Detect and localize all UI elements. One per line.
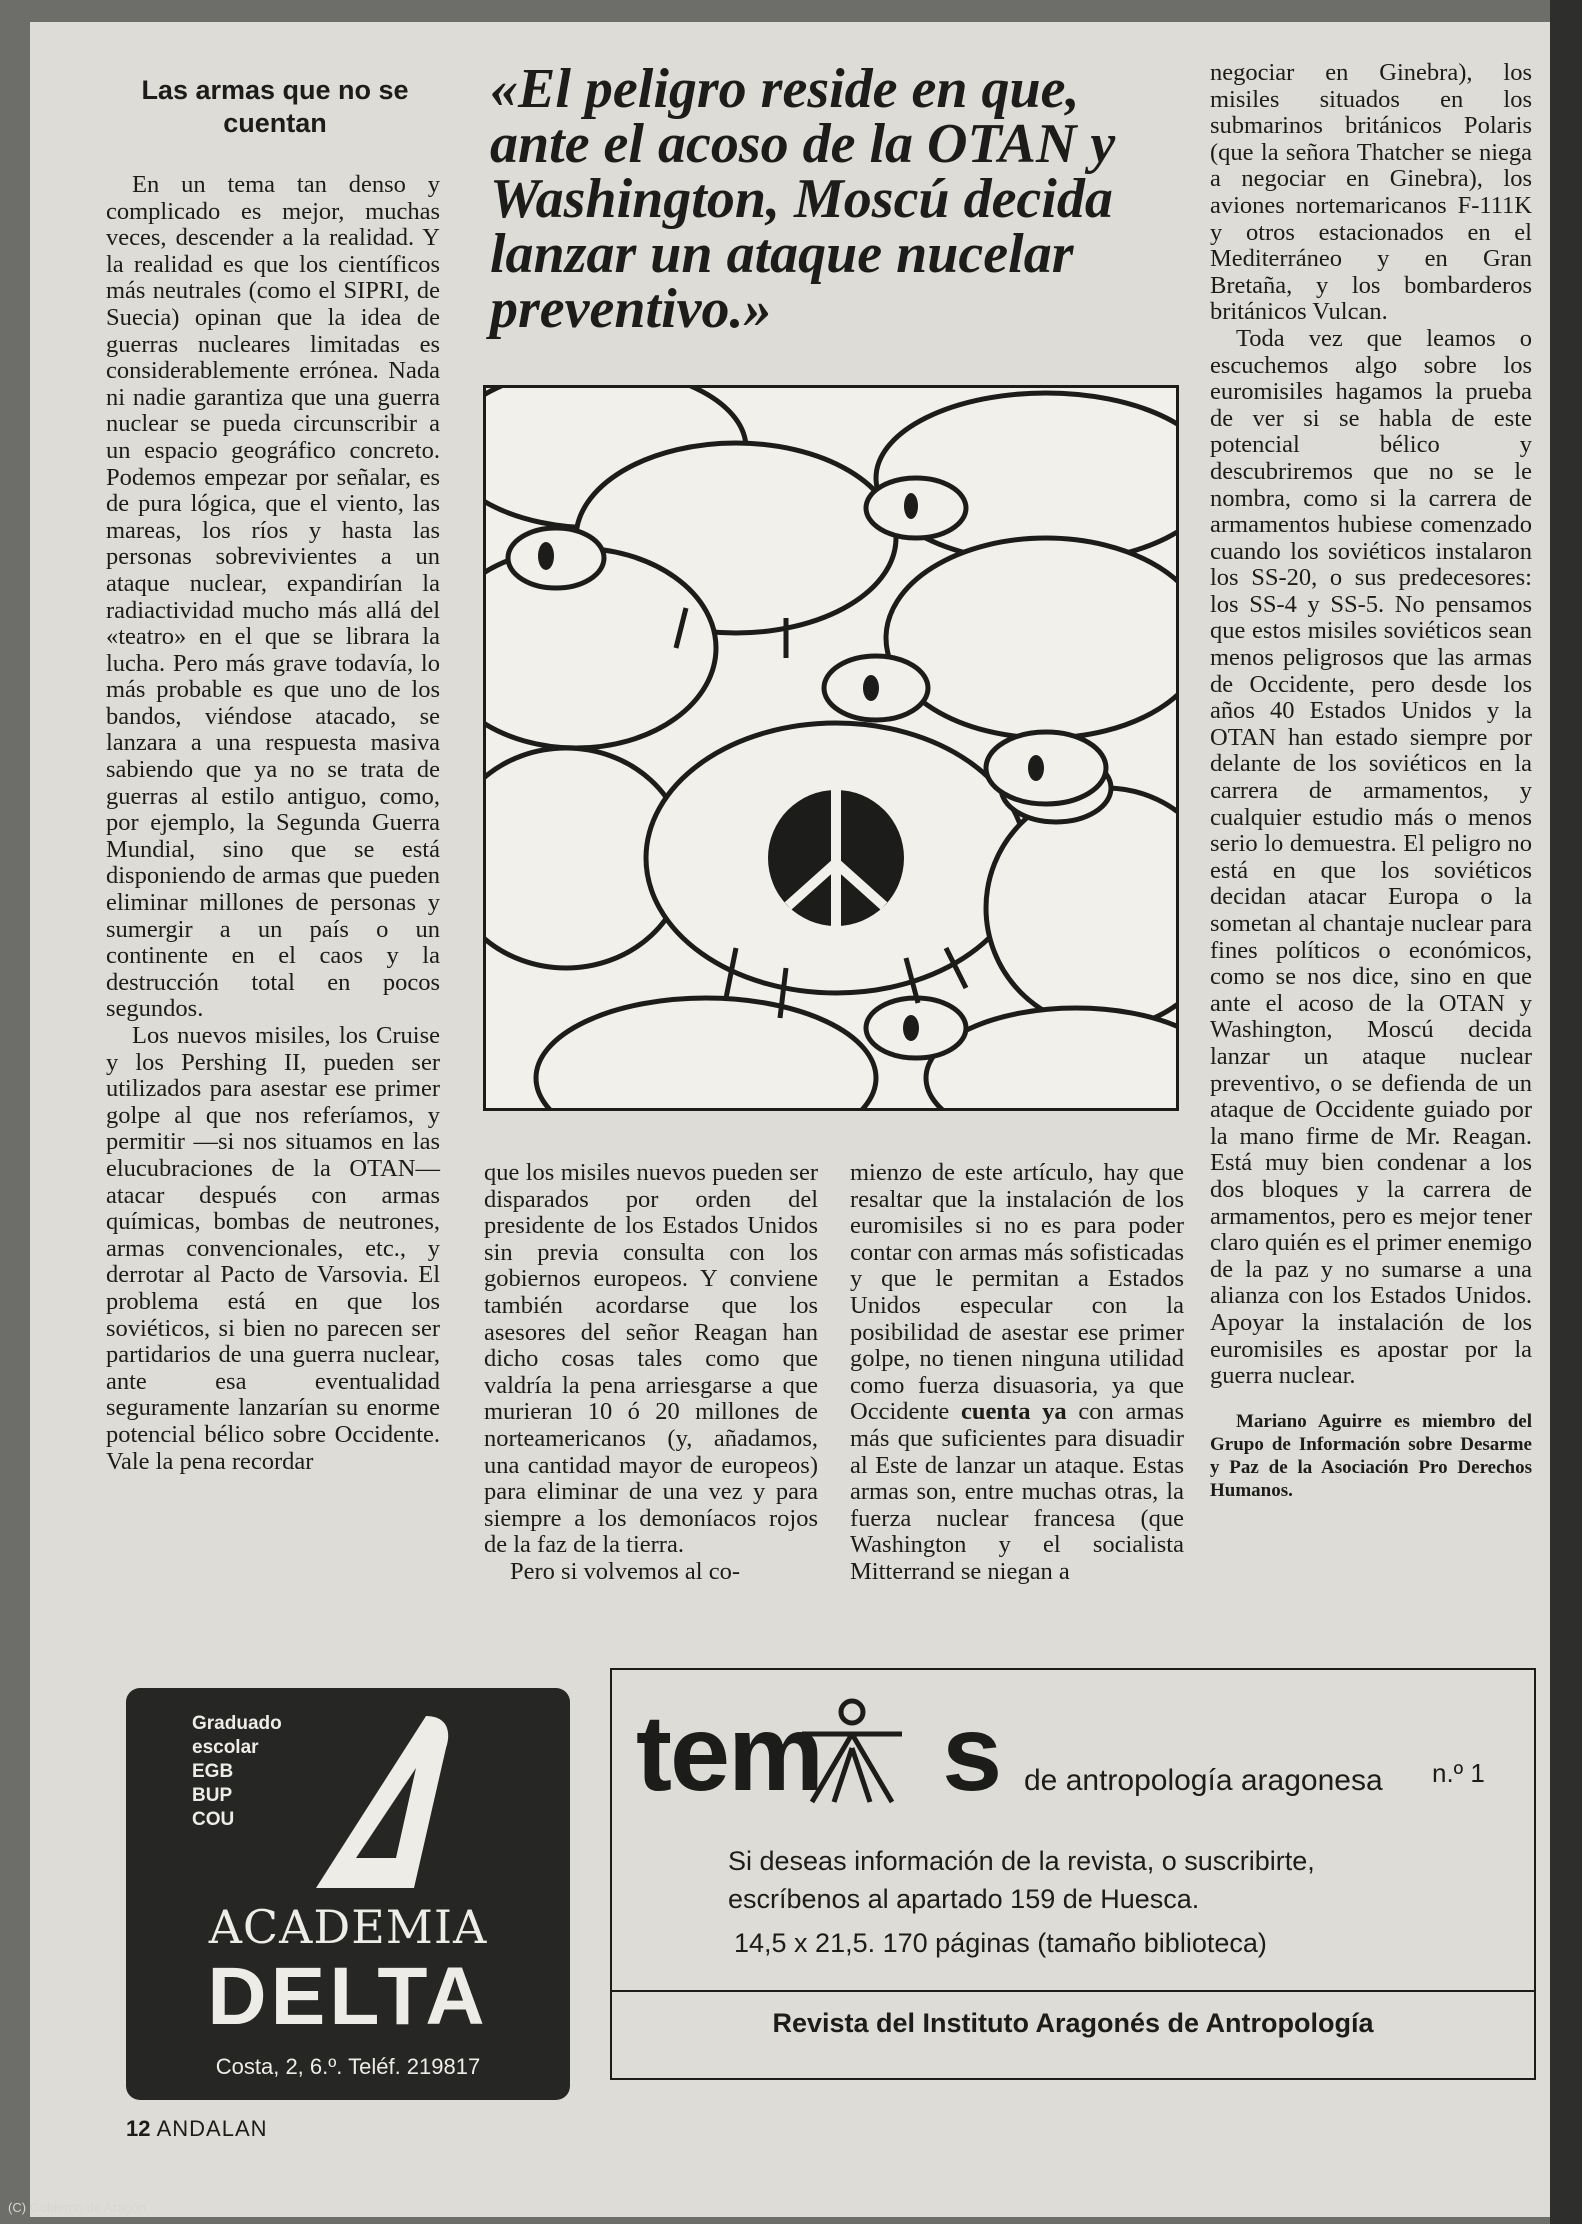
col4-paragraph-1: negociar en Ginebra), los misiles situados en los submarinos británicos Polaris (que la señora Thatcher se niega a negociar en Ginebra), los aviones nortemaricanos F-111K y otros estacionados en el Mediterráneo y en Gran Bretaña, y los bombarderos británicos Vulcan. [1210,59,1532,326]
course-line: BUP [192,1785,233,1806]
temas-info [728,1842,1488,1962]
column-3 [850,1160,1184,1586]
page-number: 12 [126,2116,151,2141]
column-1 [106,172,440,1475]
info-line: escríbenos al apartado 159 de Huesca. [728,1884,1200,1914]
divider [612,1990,1534,1992]
temas-ad [610,1668,1536,2080]
ad-address: Costa, 2, 6.º. Teléf. 219817 [215,2054,481,2079]
col1-paragraph-2: Los nuevos misiles, los Cruise y los Pershing II, pueden ser utilizados para asestar ese primer golpe al que nos referíamos, y permitir —si nos situamos en las elucubraciones de la OTAN— atacar después con armas químicas, bombas de neutrones, armas convencionales, etc., y derrotar al Pacto de Varsovia. El problema está en que los soviéticos, si bien no parecen ser partidarios de una guerra nuclear, ante esa eventualidad seguramente lanzarían su enorme potencial bélico sobre Occidente. Vale la pena recordar [106,1022,440,1475]
course-line: EGB [192,1761,234,1782]
copyright-credit: (C) Gobierno de Aragón [8,2200,147,2215]
temas-issue: n.º 1 [1432,1758,1485,1788]
human-figure-icon [792,1698,912,1808]
brand-right: s [942,1692,1001,1813]
temas-footer: Revista del Instituto Aragonés de Antropología [772,2008,1374,2038]
ad-academia-label: ACADEMIA [208,1900,488,1954]
info-line: Si deseas información de la revista, o suscribirte, [728,1846,1315,1876]
publication-name: ANDALAN [156,2116,268,2141]
academia-delta-ad [126,1688,570,2100]
col3-paragraph [850,1160,1184,1586]
col3-text-a: mienzo de este artículo, hay que resaltar que la instalación de los euromisiles si no es para poder contar con armas más sofisticadas y que le permitan a Estados Unidos especular con la posibilidad de asestar ese primer golpe, no tienen ninguna utilidad como fuerza disuasoria, ya que Occidente [850,1159,1184,1426]
col3-emphasis: cuenta ya [961,1398,1067,1426]
col1-paragraph-1: En un tema tan denso y complicado es mejor, muchas veces, descender a la realidad. Y la realidad es que los científicos más neutrales (como el SIPRI, de Suecia) opinan que la idea de guerras nucleares limitadas es considerablemente errónea. Nada ni nadie garantiza que una guerra nuclear se pueda circunscribir a un espacio geográfico concreto. Podemos empezar por señalar, es de pura lógica, que el viento, las mareas, los ríos y hasta las personas sobrevivientes a un ataque nuclear, expandirían la radiactividad mucho más allá del «teatro» en el que se librara la lucha. Pero más grave todavía, lo más probable es que uno de los bandos, viéndose atacado, se lanzara a una respuesta masiva sabiendo que ya no se trata de guerras al estilo antiguo, como, por ejemplo, la Segunda Guerra Mundial, sino que se está disponiendo de armas que pueden eliminar millones de personas y sumergir a un país o un continente en el caos y la destrucción total en pocos segundos. [106,171,440,1023]
col4-paragraph-2: Toda vez que leamos o escuchemos algo sobre los euromisiles hagamos la prueba de ver si se habla de este potencial bélico y descubriremos que no se le nombra, como si la carrera de armamentos hubiese comenzado cuando los soviéticos instalaron los SS-20, o sus predecesores: los SS-4 y SS-5. No pensamos que estos misiles soviéticos sean menos peligrosos que las armas de Occidente, pero desde los años 40 Estados Unidos y la OTAN han estado siempre por delante de los soviéticos en la carrera de armamentos, y cualquier estudio más o menos serio lo demuestra. El peligro no está en que los soviéticos decidan atacar Europa o la sometan al chantaje nuclear para fines políticos o económicos, como se nos dice, sino en que ante el acoso de la OTAN y Washington, Moscú decida lanzar un ataque nuclear preventivo, o se defienda de un ataque de Occidente guiado por la mano firme de Mr. Reagan. Está muy bien condenar a los dos bloques y la carrera de armamentos, pero es mejor tener claro quién es el primer enemigo de la paz y no sumarse a una alianza con los Estados Unidos. Apoyar la instalación de los euromisiles es apostar por la guerra nuclear. [1210,324,1532,1390]
col3-text-b: con armas más que suficientes para disuadir al Este de lanzar un ataque. Estas armas son, entre muchas otras, la fuerza nuclear francesa (que Washington y el socialista Mitterrand se niegan a [850,1398,1184,1585]
info-line: 14,5 x 21,5. 170 páginas (tamaño biblioteca) [734,1928,1267,1958]
author-note: Mariano Aguirre es miembro del Grupo de Información sobre Desarme y Paz de la Asociación Pro Derechos Humanos. [1210,1410,1532,1501]
page-footer [126,2116,268,2142]
col2-paragraph-1: que los misiles nuevos pueden ser disparados por orden del presidente de los Estados Unidos sin previa consulta con los gobiernos europeos. Y conviene también acordarse que los asesores del señor Reagan han dicho cosas tales como que valdría la pena arriesgarse a que murieran 10 ó 20 millones de norteamericanos (y, añadamos, una cantidad mayor de europeos) para eliminar de una vez y para siempre a los demoníacos rojos de la faz de la tierra. [484,1159,818,1559]
ad-course-list [192,1712,282,1832]
peace-symbol [768,790,904,926]
temas-subtitle: de antropología aragonesa [1024,1764,1383,1797]
sheep-illustration [483,385,1179,1111]
column-4 [1210,60,1532,1502]
pull-quote: «El peligro reside en que, ante el acoso de la OTAN y Washington, Moscú decida lanzar un ataque nucelar preventivo.» [490,58,1116,340]
adjacent-page-edge [1550,0,1582,2224]
course-line: COU [192,1809,235,1830]
course-line: escolar [192,1737,259,1758]
brand-left: tem [636,1692,823,1813]
col2-paragraph-2: Pero si volvemos al co- [510,1557,740,1585]
article-heading: Las armas que no se cuentan [141,75,409,138]
ad-delta-label: DELTA [207,1951,489,2042]
sheep-peace-drawing [486,388,1176,1108]
delta-logo-icon [296,1708,466,1898]
column-2 [484,1160,818,1586]
course-line: Graduado [192,1713,282,1734]
